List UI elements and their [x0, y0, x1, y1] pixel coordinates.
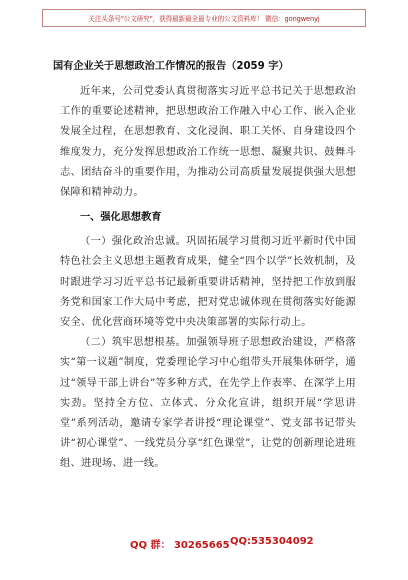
qq-group-number: QQ 群： 30265665	[130, 540, 230, 551]
document-body	[60, 82, 356, 475]
footer-contact	[0, 536, 408, 550]
banner-text: 关注头条号"公文研究"，获得最新最全最专业的公文资料库！ 微信：gongwenyj	[88, 15, 320, 23]
section-heading: 一、强化思想教育	[80, 212, 162, 224]
body-paragraph-ideological-foundation: （二）筑牢思想根基。加强领导班子思想政治建设，严格落实“第一议题”制度，党委理论学习中心组带头开展集体研学，通过“领导干部上讲台”等多种方式，在先学上作表率、在深学上用实劲。坚持全方位、立体式、分众化宣讲，组织开展“学思讲堂”系列活动，邀请专家学者讲授“理论课堂”、党支部书记带头讲“初心课堂”、一线党员分享“红色课堂”，让党的创新理论进班组、进现场、进一线。	[60, 337, 356, 470]
document-title: 国有企业关于思想政治工作情况的报告（2059 字）	[53, 61, 289, 72]
body-paragraph-political-loyalty: （一）强化政治忠诚。巩固拓展学习贯彻习近平新时代中国特色社会主义思想主题教育成果，健全“四个以学”长效机制，及时跟进学习习近平总书记最新重要讲话精神，坚持把工作放到服务党和国家工作大局中考虑，把对党忠诚体现在贯彻落实好能源安全、优化营商环境等党中央决策部署的实际行动上。	[60, 236, 356, 329]
qq-contact-number: QQ:535304092	[230, 536, 314, 547]
intro-paragraph: 近年来，公司党委认真贯彻落实习近平总书记关于思想政治工作的重要论述精神，把思想政治工作融入中心工作、嵌入企业发展全过程，在思想教育、文化浸润、职工关怀、自身建设四个维度发力，充分发挥思想政治工作统一思想、凝聚共识、鼓舞斗志、团结奋斗的重要作用，为推动公司高质量发展提供强大思想保障和精神动力。	[60, 86, 356, 199]
header-banner	[42, 9, 366, 27]
